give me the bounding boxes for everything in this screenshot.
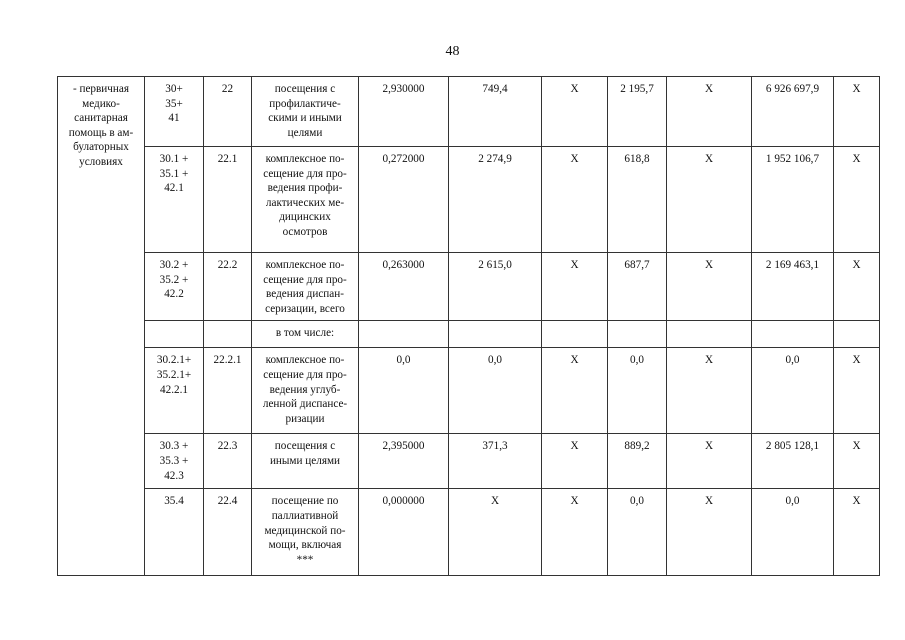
cell-line: ленной диспансе- <box>262 398 348 411</box>
cell-line: комплексное по- <box>265 153 345 165</box>
value-cell-c4: 889,2 <box>608 434 667 489</box>
value-cell-c2: 2 615,0 <box>449 253 542 321</box>
value-cell-c7: Х <box>834 348 880 434</box>
value-cell-c6 <box>752 321 834 348</box>
value-cell-c4: 0,0 <box>608 348 667 434</box>
value-cell-c5: Х <box>667 147 752 253</box>
number-cell: 22.2.1 <box>204 348 252 434</box>
description-cell <box>252 147 359 253</box>
cell-line: 30+ <box>165 83 183 95</box>
cell-line: лактических ме- <box>265 196 345 209</box>
value-cell-c7: Х <box>834 77 880 147</box>
value-cell-c3: Х <box>542 489 608 576</box>
value-cell-c2: 2 274,9 <box>449 147 542 253</box>
number-cell: 22.4 <box>204 489 252 576</box>
value-cell-c6: 6 926 697,9 <box>752 77 834 147</box>
value-cell-c2: 371,3 <box>449 434 542 489</box>
cell-line: целями <box>287 126 323 139</box>
value-cell-c7: Х <box>834 147 880 253</box>
value-cell-c3 <box>542 321 608 348</box>
cell-line: санитарная <box>74 112 128 125</box>
cell-line: сещение для про- <box>263 368 347 381</box>
value-cell-c4: 0,0 <box>608 489 667 576</box>
cell-line: 30.2 + <box>159 259 189 271</box>
value-cell-c7: Х <box>834 434 880 489</box>
value-cell-c5: Х <box>667 253 752 321</box>
description-cell <box>252 489 359 576</box>
table-body <box>58 77 880 576</box>
cell-line: в том числе: <box>275 327 335 340</box>
cell-line: комплексное по- <box>265 259 345 271</box>
value-cell-c3: Х <box>542 348 608 434</box>
cell-line: мощи, включая <box>268 539 342 552</box>
value-cell-c4 <box>608 321 667 348</box>
value-cell-c1: 0,0 <box>359 348 449 434</box>
cell-line: ведения углуб- <box>269 383 341 396</box>
codes-cell <box>145 253 204 321</box>
codes-cell <box>145 321 204 348</box>
cell-line: осмотров <box>282 225 328 238</box>
value-cell-c2 <box>449 321 542 348</box>
table-row <box>58 434 880 489</box>
cell-line: 30.2.1+ <box>156 354 192 367</box>
table-row <box>58 77 880 147</box>
cell-line: *** <box>296 553 314 566</box>
value-cell-c6: 2 805 128,1 <box>752 434 834 489</box>
value-cell-c5: Х <box>667 77 752 147</box>
value-cell-c4: 618,8 <box>608 147 667 253</box>
cell-line: профилактиче- <box>269 97 341 110</box>
cell-line: 42.2 <box>164 288 184 301</box>
page-number: 48 <box>445 44 460 59</box>
value-cell-c3: Х <box>542 253 608 321</box>
value-cell-c6: 1 952 106,7 <box>752 147 834 253</box>
value-cell-c5: Х <box>667 489 752 576</box>
cell-line: 35.2 + <box>159 273 189 286</box>
cell-line: иными целями <box>269 454 341 467</box>
description-cell <box>252 348 359 434</box>
cell-line: 42.2.1 <box>160 383 188 396</box>
cell-line: ведения профи- <box>267 182 343 195</box>
value-cell-c5: Х <box>667 348 752 434</box>
value-cell-c1: 0,263000 <box>359 253 449 321</box>
value-cell-c7: Х <box>834 253 880 321</box>
cell-line: посещение по <box>271 495 339 508</box>
cell-line: 30.3 + <box>159 440 189 453</box>
table-row <box>58 253 880 321</box>
value-cell-c7: Х <box>834 489 880 576</box>
value-cell-c2: Х <box>449 489 542 576</box>
table-row <box>58 147 880 253</box>
cell-line: ведения диспан- <box>266 288 344 301</box>
category-cell <box>58 77 145 576</box>
value-cell-c4: 2 195,7 <box>608 77 667 147</box>
value-cell-c6: 0,0 <box>752 348 834 434</box>
value-cell-c2: 749,4 <box>449 77 542 147</box>
value-cell-c5 <box>667 321 752 348</box>
cell-line: 42.1 <box>164 182 184 195</box>
number-cell: 22.2 <box>204 253 252 321</box>
cell-line: посещения с <box>274 440 336 453</box>
cell-line: комплексное по- <box>265 354 345 367</box>
codes-cell <box>145 147 204 253</box>
cell-line: 35.3 + <box>159 454 189 467</box>
value-cell-c3: Х <box>542 77 608 147</box>
codes-cell <box>145 348 204 434</box>
value-cell-c1: 2,930000 <box>359 77 449 147</box>
cell-line: - первичная <box>72 83 130 95</box>
codes-cell <box>145 489 204 576</box>
description-cell <box>252 434 359 489</box>
description-cell <box>252 77 359 147</box>
value-cell-c4: 687,7 <box>608 253 667 321</box>
value-cell-c7 <box>834 321 880 348</box>
value-cell-c3: Х <box>542 434 608 489</box>
number-cell <box>204 321 252 348</box>
cell-line: сещение для про- <box>263 167 347 180</box>
value-cell-c5: Х <box>667 434 752 489</box>
cell-line: серизации, всего <box>265 302 345 315</box>
cell-line: дицинских <box>279 211 331 224</box>
number-cell: 22.1 <box>204 147 252 253</box>
value-cell-c2: 0,0 <box>449 348 542 434</box>
value-cell-c1: 2,395000 <box>359 434 449 489</box>
codes-cell <box>145 77 204 147</box>
table-row <box>58 489 880 576</box>
cell-line: условиях <box>79 155 123 168</box>
cell-line: 35.1 + <box>159 167 189 180</box>
value-cell-c1: 0,272000 <box>359 147 449 253</box>
cell-line: 41 <box>168 112 180 125</box>
value-cell-c1: 0,000000 <box>359 489 449 576</box>
cell-line: 35.2.1+ <box>156 368 192 381</box>
cell-line: скими и иными <box>268 112 342 125</box>
data-table <box>57 76 880 576</box>
cell-line: сещение для про- <box>263 273 347 286</box>
value-cell-c6: 2 169 463,1 <box>752 253 834 321</box>
cell-line: 42.3 <box>164 469 184 482</box>
cell-line: паллиативной <box>271 509 339 522</box>
cell-line: медицинской по- <box>264 524 346 537</box>
table-row <box>58 348 880 434</box>
cell-line: медико- <box>82 97 120 110</box>
number-cell: 22.3 <box>204 434 252 489</box>
value-cell-c1 <box>359 321 449 348</box>
codes-cell <box>145 434 204 489</box>
value-cell-c6: 0,0 <box>752 489 834 576</box>
description-cell <box>252 253 359 321</box>
table-row <box>58 321 880 348</box>
cell-line: посещения с <box>274 83 336 95</box>
cell-line: помощь в ам- <box>68 126 134 139</box>
value-cell-c3: Х <box>542 147 608 253</box>
cell-line: 35.4 <box>164 495 184 508</box>
description-cell <box>252 321 359 348</box>
number-cell: 22 <box>204 77 252 147</box>
cell-line: 30.1 + <box>159 153 189 165</box>
cell-line: ризации <box>285 412 325 425</box>
cell-line: 35+ <box>165 97 183 110</box>
cell-line: булаторных <box>73 141 129 154</box>
